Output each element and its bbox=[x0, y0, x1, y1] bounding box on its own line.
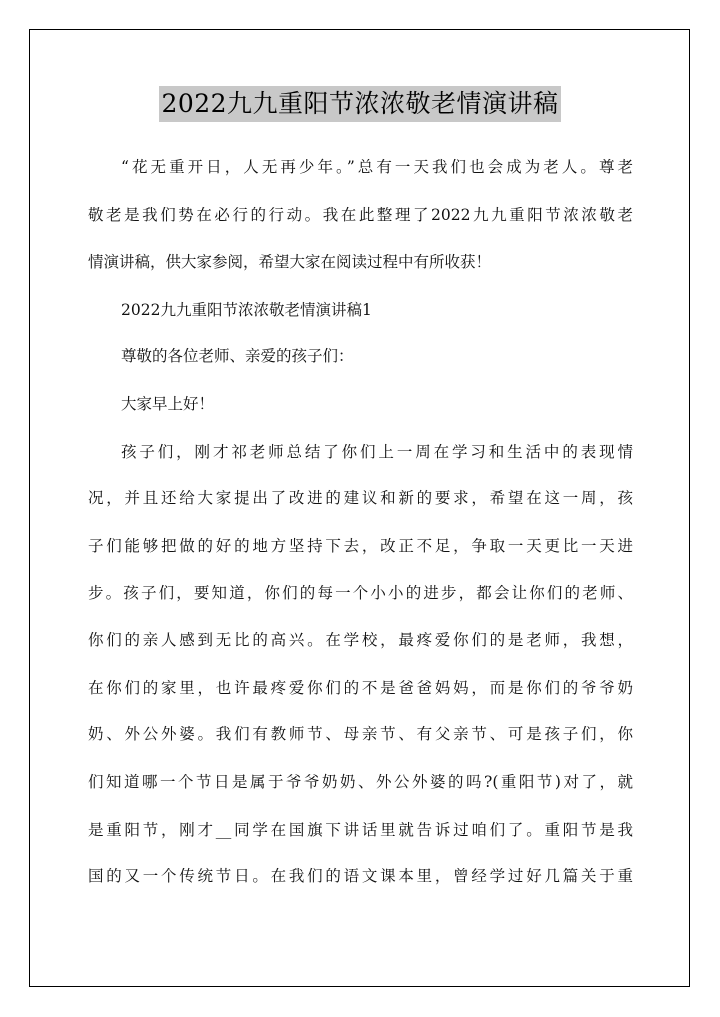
paragraph-line: 你们的亲人感到无比的高兴。在学校，最疼爱你们的是老师，我想， bbox=[88, 631, 633, 649]
paragraph-line: 步。孩子们，要知道，你们的每一个小小的进步，都会让你们的老师、 bbox=[88, 584, 633, 602]
document-body bbox=[88, 0, 633, 1017]
document-title: 2022九九重阳节浓浓敬老情演讲稿 bbox=[159, 86, 560, 122]
paragraph-line: 奶、外公外婆。我们有教师节、母亲节、有父亲节、可是孩子们，你 bbox=[88, 725, 633, 743]
paragraph-line: 子们能够把做的好的地方坚持下去，改正不足，争取一天更比一天进 bbox=[88, 537, 633, 555]
paragraph-line: “花无重开日，人无再少年。”总有一天我们也会成为老人。尊老 bbox=[121, 158, 633, 176]
paragraph-line: 们知道哪一个节日是属于爷爷奶奶、外公外婆的吗?(重阳节)对了，就 bbox=[88, 773, 633, 791]
paragraph-line: 孩子们，刚才祁老师总结了你们上一周在学习和生活中的表现情 bbox=[121, 443, 633, 461]
paragraph-line: 敬老是我们势在必行的行动。我在此整理了2022九九重阳节浓浓敬老 bbox=[88, 206, 633, 224]
salutation-line: 尊敬的各位老师、亲爱的孩子们： bbox=[121, 347, 354, 365]
section-heading: 2022九九重阳节浓浓敬老情演讲稿1 bbox=[121, 301, 372, 319]
paragraph-line: 情演讲稿，供大家参阅，希望大家在阅读过程中有所收获！ bbox=[88, 253, 492, 271]
paragraph-line: 况，并且还给大家提出了改进的建议和新的要求，希望在这一周，孩 bbox=[88, 489, 633, 507]
greeting-line: 大家早上好！ bbox=[121, 395, 215, 413]
paragraph-line: 是重阳节，刚才__同学在国旗下讲话里就告诉过咱们了。重阳节是我 bbox=[88, 821, 633, 839]
paragraph-line: 在你们的家里，也许最疼爱你们的不是爸爸妈妈，而是你们的爷爷奶 bbox=[88, 679, 633, 697]
paragraph-line: 国的又一个传统节日。在我们的语文课本里，曾经学过好几篇关于重 bbox=[88, 867, 633, 885]
